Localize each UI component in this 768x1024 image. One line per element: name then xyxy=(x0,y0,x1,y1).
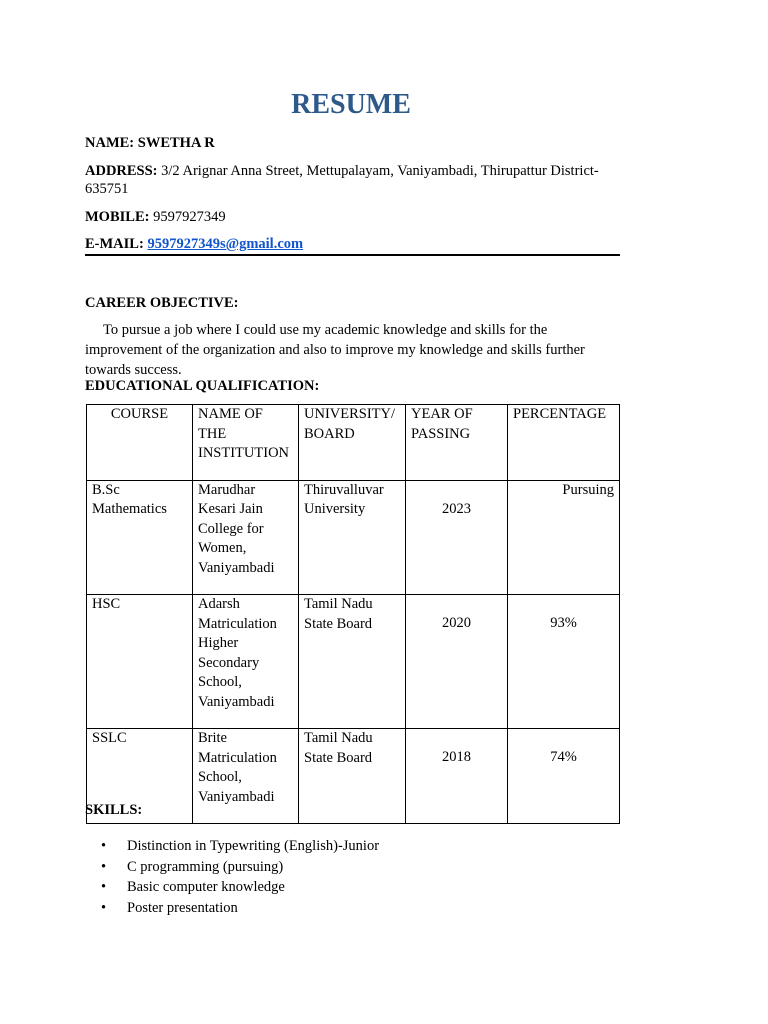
header-board: UNIVERSITY/ BOARD xyxy=(299,405,406,481)
address-value-line2: 635751 xyxy=(85,181,129,197)
cell-institution: Brite Matriculation School, Vaniyambadi xyxy=(193,729,299,824)
cell-year: 2020 xyxy=(406,595,508,729)
list-item: • C programming (pursuing) xyxy=(127,857,379,878)
name-label: NAME: xyxy=(85,135,135,151)
mobile-line xyxy=(85,208,226,226)
email-label: E-MAIL: xyxy=(85,236,144,252)
mobile-value: 9597927349 xyxy=(153,209,226,225)
table-header-row xyxy=(87,405,620,481)
page-title: RESUME xyxy=(291,89,411,120)
cell-course: HSC xyxy=(87,595,193,729)
header-year: YEAR OF PASSING xyxy=(406,405,508,481)
cell-year: 2023 xyxy=(406,480,508,595)
cell-year: 2018 xyxy=(406,729,508,824)
address-line xyxy=(85,162,599,180)
mobile-label: MOBILE: xyxy=(85,209,150,225)
education-table xyxy=(86,404,620,824)
cell-board: Thiruvalluvar University xyxy=(299,480,406,595)
address-label: ADDRESS: xyxy=(85,163,158,179)
cell-course: SSLC xyxy=(87,729,193,824)
table-row xyxy=(87,595,620,729)
cell-percentage: Pursuing xyxy=(508,480,620,595)
cell-institution: Adarsh Matriculation Higher Secondary School, Vaniyambadi xyxy=(193,595,299,729)
header-institution: NAME OF THE INSTITUTION xyxy=(193,405,299,481)
career-objective-text: To pursue a job where I could use my academic knowledge and skills for the improvement of the organization and also to improve my knowledge and skills further towards success. xyxy=(85,322,585,378)
header-course: COURSE xyxy=(87,405,193,481)
header-divider xyxy=(85,254,620,256)
email-link[interactable]: 9597927349s@gmail.com xyxy=(147,236,304,252)
cell-board: Tamil Nadu State Board xyxy=(299,595,406,729)
list-item: • Basic computer knowledge xyxy=(127,877,379,898)
cell-percentage: 74% xyxy=(508,729,620,824)
cell-board: Tamil Nadu State Board xyxy=(299,729,406,824)
name-value: SWETHA R xyxy=(137,135,215,151)
email-line xyxy=(85,235,303,253)
table-row xyxy=(87,729,620,824)
skills-list xyxy=(85,836,379,918)
name-line xyxy=(85,134,215,152)
career-objective-heading: CAREER OBJECTIVE: xyxy=(85,295,239,311)
table-row xyxy=(87,480,620,595)
cell-institution: Marudhar Kesari Jain College for Women, Vaniyambadi xyxy=(193,480,299,595)
address-line2 xyxy=(85,180,129,198)
list-item: • Distinction in Typewriting (English)-Junior xyxy=(127,836,379,857)
education-heading: EDUCATIONAL QUALIFICATION: xyxy=(85,378,320,394)
cell-course: B.Sc Mathematics xyxy=(87,480,193,595)
cell-percentage: 93% xyxy=(508,595,620,729)
list-item: • Poster presentation xyxy=(127,898,379,919)
header-percentage: PERCENTAGE xyxy=(508,405,620,481)
skills-heading: SKILLS: xyxy=(85,802,143,818)
address-value-line1: 3/2 Arignar Anna Street, Mettupalayam, Vaniyambadi, Thirupattur District- xyxy=(161,163,599,179)
